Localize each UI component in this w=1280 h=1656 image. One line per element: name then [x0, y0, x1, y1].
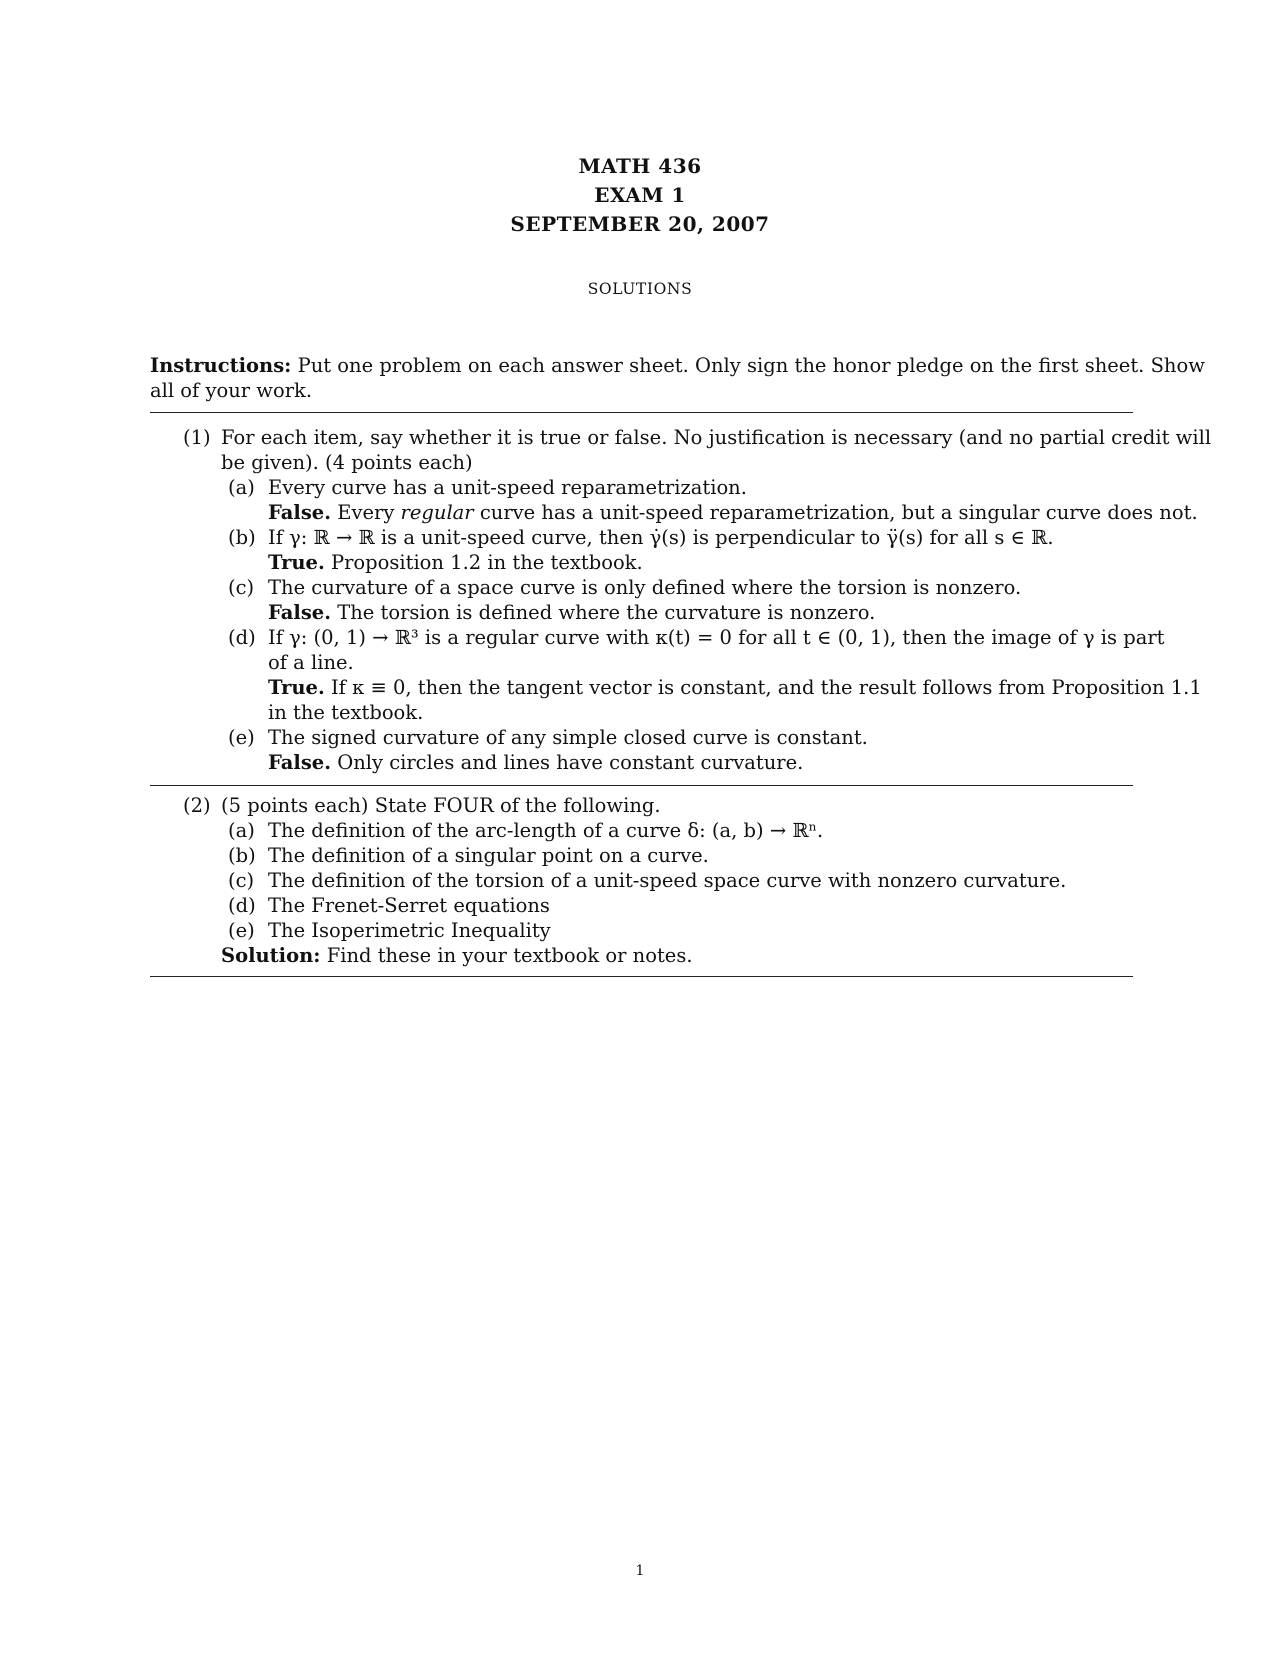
item-2d — [183, 893, 1134, 918]
item-1d-answer-line-2: in the textbook. — [268, 701, 424, 724]
item-1d-verdict: True. — [268, 676, 325, 699]
item-1b-text-c: γ̇(s) is perpendicular to — [649, 526, 881, 549]
item-1d-answer-line-1 — [183, 675, 1202, 700]
divider-3 — [150, 976, 1133, 977]
item-2e-text: The Isoperimetric Inequality — [268, 919, 551, 942]
item-2b-text: The definition of a singular point on a curve. — [268, 844, 709, 867]
item-1c-statement-text: The curvature of a space curve is only defined where the torsion is nonzero. — [268, 576, 1022, 599]
instructions-text-1: Put one problem on each answer sheet. Only sign the honor pledge on the first sheet. Show — [297, 354, 1205, 377]
item-2b-label: (b) — [228, 844, 256, 867]
item-1a-answer-emphasis: regular — [400, 501, 474, 524]
item-1b-answer-text: Proposition 1.2 in the textbook. — [330, 551, 643, 574]
item-2c-label: (c) — [228, 869, 255, 892]
item-1b-text-b: γ: ℝ → ℝ is a unit-speed curve, then — [289, 526, 644, 549]
item-1a-label: (a) — [228, 476, 255, 499]
item-1e-verdict: False. — [268, 751, 331, 774]
item-1e-label: (e) — [228, 726, 255, 749]
problem-2-intro-text: (5 points each) State FOUR of the following. — [221, 794, 661, 817]
title-block — [0, 152, 1280, 239]
instructions-line-2: all of your work. — [150, 379, 313, 402]
item-1c-label: (c) — [228, 576, 255, 599]
problem-2-number: (2) — [183, 794, 211, 817]
problem-2-intro — [183, 793, 1134, 818]
item-1a-answer — [183, 500, 1198, 525]
item-1a-answer-pre: Every — [337, 501, 395, 524]
divider-2 — [150, 785, 1133, 786]
item-1e-statement — [183, 725, 1134, 750]
instructions — [150, 353, 1205, 403]
item-1a-verdict: False. — [268, 501, 331, 524]
item-2e — [183, 918, 1134, 943]
item-1c-answer-text: The torsion is defined where the curvature is nonzero. — [337, 601, 876, 624]
problem-2-solution — [183, 943, 1134, 968]
item-2b — [183, 843, 1134, 868]
problem-1-number: (1) — [183, 426, 211, 449]
exam-date: SEPTEMBER 20, 2007 — [510, 212, 770, 236]
page-number: 1 — [635, 1563, 645, 1579]
item-1d-label: (d) — [228, 626, 256, 649]
problem-1-intro-text-1: For each item, say whether it is true or false. No justification is necessary (and no partial credit will — [221, 426, 1212, 449]
item-2d-label: (d) — [228, 894, 256, 917]
solution-text: Find these in your textbook or notes. — [326, 944, 693, 967]
item-1b-statement-text — [183, 525, 1134, 550]
item-1d-statement-line-2: of a line. — [268, 651, 354, 674]
item-1a-statement-text: Every curve has a unit-speed reparametrization. — [268, 476, 747, 499]
item-1e-answer — [183, 750, 1134, 775]
item-1c-verdict: False. — [268, 601, 331, 624]
divider-1 — [150, 412, 1133, 413]
item-1d-answer-text-1: If κ ≡ 0, then the tangent vector is constant, and the result follows from Proposition 1.1 — [330, 676, 1202, 699]
item-1b-statement — [183, 525, 1134, 550]
item-1d-statement-line-1 — [183, 625, 1165, 650]
instructions-line-1 — [150, 353, 1205, 378]
item-2e-label: (e) — [228, 919, 255, 942]
item-1d-statement-text-1: If γ: (0, 1) → ℝ³ is a regular curve with κ(t) = 0 for all t ∈ (0, 1), then the image of γ is part — [268, 626, 1165, 649]
item-1a-statement — [183, 475, 1134, 500]
item-1e-statement-text: The signed curvature of any simple closed curve is constant. — [268, 726, 868, 749]
item-1c-answer — [183, 600, 1134, 625]
item-1b-label: (b) — [228, 526, 256, 549]
item-2a-text: The definition of the arc-length of a curve δ: (a, b) → ℝⁿ. — [268, 819, 824, 842]
problem-2 — [183, 793, 1134, 968]
item-1a-answer-post: curve has a unit-speed reparametrization, but a singular curve does not. — [479, 501, 1198, 524]
item-1c-statement — [183, 575, 1134, 600]
exam-title: EXAM 1 — [594, 183, 686, 207]
item-2c — [183, 868, 1134, 893]
course-title: MATH 436 — [578, 154, 702, 178]
item-1b-verdict: True. — [268, 551, 325, 574]
solution-label: Solution: — [221, 944, 321, 967]
problem-1-intro-line-2: be given). (4 points each) — [221, 451, 473, 474]
problem-1 — [183, 425, 1212, 775]
item-1b-text-d: γ̈(s) for all s ∈ ℝ. — [886, 526, 1054, 549]
item-2a-label: (a) — [228, 819, 255, 842]
item-2c-text: The definition of the torsion of a unit-speed space curve with nonzero curvature. — [268, 869, 1067, 892]
item-1e-answer-text: Only circles and lines have constant curvature. — [337, 751, 804, 774]
solutions-subtitle: SOLUTIONS — [587, 280, 693, 298]
item-1b-answer — [183, 550, 1134, 575]
item-1b-text-a: If — [268, 526, 283, 549]
item-2a — [183, 818, 1134, 843]
problem-1-intro-line-1 — [183, 425, 1212, 450]
item-2d-text: The Frenet-Serret equations — [268, 894, 550, 917]
instructions-label: Instructions: — [150, 354, 292, 377]
